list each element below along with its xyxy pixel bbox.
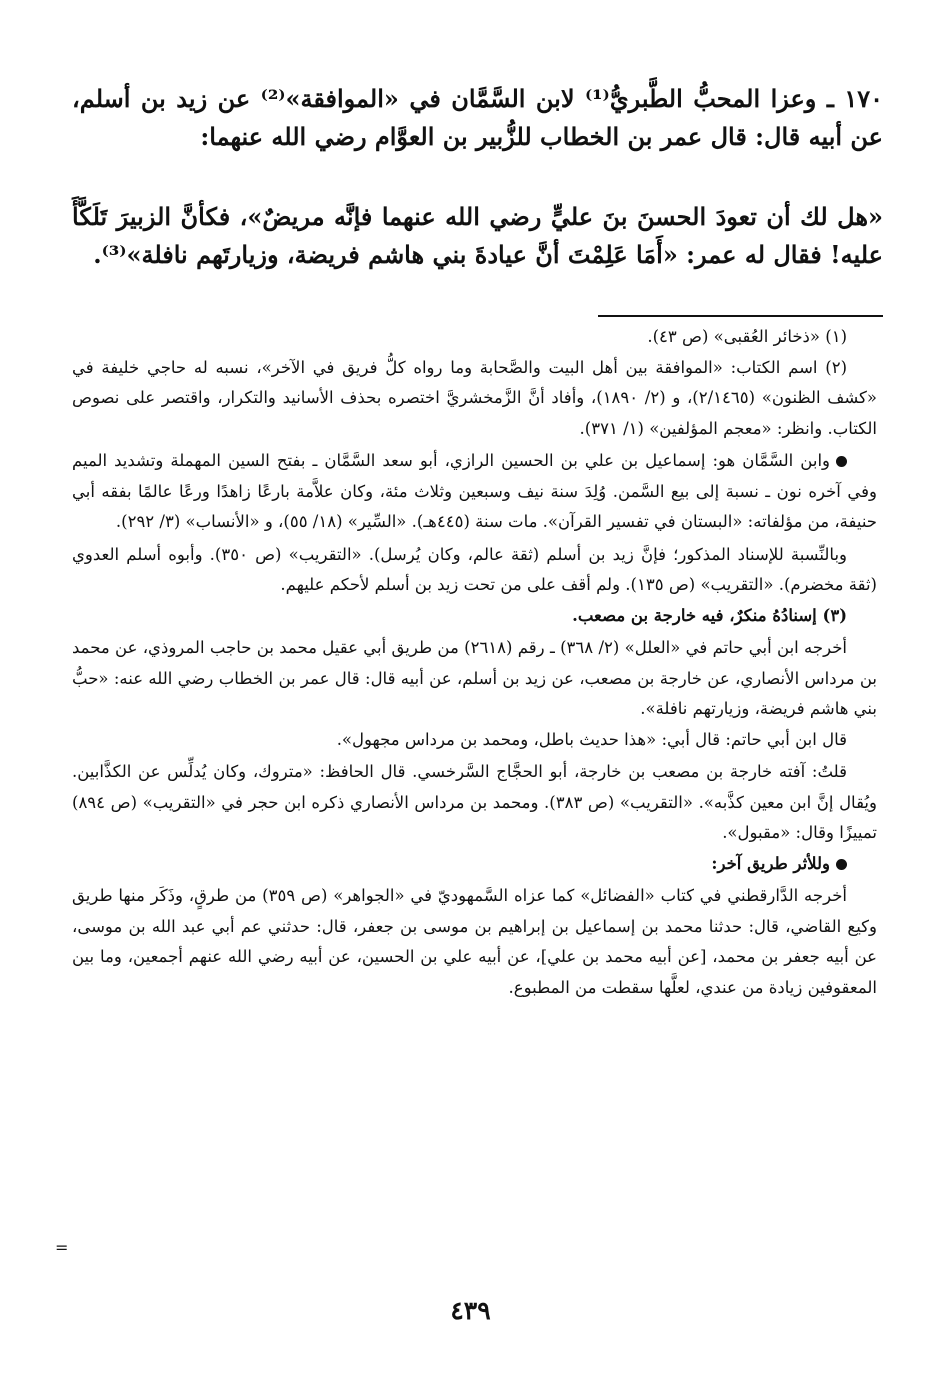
footnote-3-takhrij: أخرجه ابن أبي حاتم في «العلل» (٢/ ٣٦٨) ـ رقم (٢٦١٨) من طريق أبي عقيل محمد بن حاجب المروذي، عن محمد بن مرداس الأنصاري، عن خارجة بن مصعب، عن زيد بن أسلم، عن أبيه قال: قال عمر بن الخطاب رضي الله عنه: «حبُّ بني هاشم فريضة، وزيارتهم نافلة». xyxy=(72,638,877,718)
footnote-3-other-path xyxy=(72,849,877,880)
continuation-mark: = xyxy=(55,1238,69,1257)
footnote-3-qultu: قلتُ: آفته خارجة بن مصعب بن خارجة، أبو الحجَّاج السَّرخسي. قال الحافظ: «متروك، وكان يُدلِّس عن الكذَّابين. ويُقال إنَّ ابن معين كذَّبه». «التقريب» (ص ٣٨٣). ومحمد بن مرداس الأنصاري ذكره ابن حجر في «التقريب» (ص ٨٩٤) تمييزًا وقال: «مقبول». xyxy=(72,762,877,842)
footnote-2-isnad: وبالنِّسبة للإسناد المذكور؛ فإنَّ زيد بن أسلم (ثقة عالم، وكان يُرسل). «التقريب» (ص ٣٥٠). وأبوه أسلم العدوي (ثقة مخضرم). «التقريب» (ص ١٣٥). ولم أقف على من تحت زيد بن أسلم لأحكم عليهم. xyxy=(72,544,877,594)
main-paragraph-2: «هل لك أن تعودَ الحسنَ بنَ عليٍّ رضي الله عنهما فإنَّه مريضٌ»، فكأنَّ الزبيرَ تَلَكَّأَ عليه! فقال له عمر: «أَمَا عَلِمْتَ أنَّ عيادةَ بني هاشم فريضة، وزيارتَهم نافلة»⁽³⁾. xyxy=(72,202,883,269)
footnote-1: (١) «ذخائر العُقبى» (ص ٤٣). xyxy=(647,327,847,346)
footnote-2-bio xyxy=(72,446,877,538)
footnotes xyxy=(72,322,877,1003)
footnote-2-bio-text: وابن السَّمَّان هو: إسماعيل بن علي بن الحسين الرازي، أبو سعد السَّمَّان ـ بفتح السين المهملة وتشديد الميم وفي آخره نون ـ نسبة إلى بيع السَّمن. وُلِدَ سنة نيف وسبعين وثلاث مئة، وكان علاَّمة بارعًا زاهدًا ورعًا عالمًا بفقه أبي حنيفة، من مؤلفاته: «البستان في تفسير القرآن». مات سنة (٤٤٥هـ). «السِّير» (١٨/ ٥٥)، و «الأنساب» (٣/ ٢٩٢). xyxy=(72,451,877,531)
footnote-3-lead: (٣) إسنادُهُ منكرٌ، فيه خارجة بن مصعب. xyxy=(572,605,847,625)
footnote-3-other-path-text: وللأثر طريق آخر: xyxy=(711,853,830,873)
footnote-3-daraqutni: أخرجه الدَّارقطني في كتاب «الفضائل» كما عزاه السَّمهوديّ في «الجواهر» (ص ٣٥٩) من طرقٍ، وذَكَر منها طريق وكيع القاضي، قال: حدثنا محمد بن إسماعيل بن إبراهيم بن موسى بن جعفر، قال: حدثني عم أبي عبد الله بن موسى، عن أبيه جعفر بن محمد، [عن أبيه محمد بن علي]، عن أبيه علي بن الحسين، عن أبيه رضي الله عنهم أجمعين، وما بين المعقوفين زيادة من عندي، لعلَّها سقطت من المطبوع. xyxy=(72,886,877,997)
footnote-2: (٢) اسم الكتاب: «الموافقة بين أهل البيت والصَّحابة وما رواه كلُّ فريق في الآخر»، نسبه له حاجي خليفة في «كشف الظنون» (٢/١٤٦٥)، و (٢/ ١٨٩٠)، وأفاد أنَّ الزَّمخشريَّ اختصره بحذف الأسانيد والتكرار، واقتصر على نصوص الكتاب. وانظر: «معجم المؤلفين» (١/ ٣٧١). xyxy=(72,357,877,438)
main-text-block-2 xyxy=(72,198,883,274)
main-paragraph-1: ١٧٠ ـ وعزا المحبُّ الطَّبريُّ⁽¹⁾ لابن السَّمَّان في «الموافقة»⁽²⁾ عن زيد بن أسلم، عن أبيه قال: قال عمر بن الخطاب للزُّبير بن العوَّام رضي الله عنهما: xyxy=(72,84,884,151)
footnote-separator xyxy=(598,315,883,317)
footnote-3-abi-hatim: قال ابن أبي حاتم: قال أبي: «هذا حديث باطل، ومحمد بن مرداس مجهول». xyxy=(336,729,847,749)
main-text-block xyxy=(72,80,883,156)
page-number: ٤٣٩ xyxy=(450,1296,491,1325)
bullet-icon xyxy=(836,456,847,467)
bullet-icon xyxy=(836,859,847,870)
